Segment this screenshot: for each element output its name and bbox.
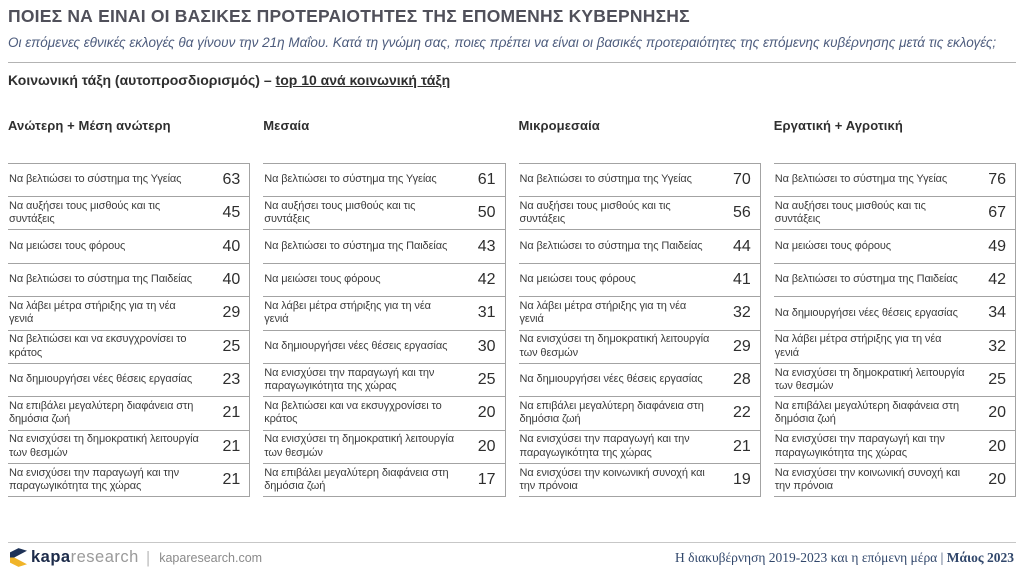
priority-row: [8, 331, 249, 364]
priority-label: Να βελτιώσει και να εκσυγχρονίσει το κράτος: [9, 333, 187, 359]
priority-row: [519, 197, 760, 230]
priority-value: 20: [988, 437, 1006, 455]
priority-row: [8, 364, 249, 397]
priority-value: 21: [222, 404, 241, 422]
priority-table: [519, 163, 761, 498]
priority-label: Να βελτιώσει το σύστημα της Υγείας: [9, 173, 182, 186]
class-column-header: Μικρομεσαία: [518, 117, 600, 133]
priority-label: Να δημιουργήσει νέες θέσεις εργασίας: [774, 306, 958, 319]
priority-label: Να μειώσει τους φόρους: [9, 239, 126, 252]
header-divider: [8, 62, 1016, 63]
class-column-header: Μεσαία: [263, 117, 310, 133]
priority-label: Να επιβάλει μεγαλύτερη διαφάνεια στη δημόσια ζωή: [774, 400, 960, 426]
priority-value: 29: [732, 337, 751, 355]
priority-value: 43: [477, 237, 496, 255]
priority-label: Να βελτιώσει το σύστημα της Παιδείας: [264, 239, 448, 252]
survey-question-text: Οι επόμενες εθνικές εκλογές θα γίνουν την 21η Μαΐου. Κατά τη γνώμη σας, ποιες πρέπει να είναι οι βασικές προτεραιότητες της επόμενης κυβέρνησης μετά τις εκλογές;: [8, 35, 997, 50]
priority-row: [519, 264, 760, 297]
priority-label: Να ενισχύσει την παραγωγή και την παραγωγικότητα της χώρας: [264, 366, 435, 393]
priority-label: Να ενισχύσει τη δημοκρατική λειτουργία των θεσμών: [264, 433, 454, 459]
class-column: [774, 118, 1016, 498]
priority-value: 49: [988, 237, 1006, 255]
priority-row: [774, 230, 1015, 263]
priority-label: Να μειώσει τους φόρους: [264, 273, 381, 286]
priority-row: [519, 164, 760, 197]
priority-row: [263, 431, 504, 464]
priority-label: Να ενισχύσει τη δημοκρατική λειτουργία των θεσμών: [519, 333, 710, 359]
kapa-research-logo: [10, 548, 262, 568]
priority-row: [774, 397, 1015, 430]
priority-value: 32: [988, 337, 1006, 355]
priority-label: Να μειώσει τους φόρους: [774, 239, 891, 252]
priority-label: Να δημιουργήσει νέες θέσεις εργασίας: [519, 373, 703, 386]
priority-value: 70: [732, 170, 751, 188]
priority-row: [519, 397, 760, 430]
priority-value: 21: [222, 437, 241, 455]
priority-label: Να βελτιώσει το σύστημα της Υγείας: [264, 173, 437, 186]
class-column: [8, 118, 250, 498]
priority-table: [774, 163, 1016, 498]
priority-label: Να λάβει μέτρα στήριξης για τη νέα γενιά: [264, 299, 431, 326]
priority-row: [263, 364, 504, 397]
priority-label: Να ενισχύσει την κοινωνική συνοχή και την πρόνοια: [519, 466, 705, 493]
priority-value: 44: [732, 237, 751, 255]
priority-label: Να ενισχύσει την παραγωγή και την παραγωγικότητα της χώρας: [519, 433, 690, 459]
priority-value: 45: [222, 204, 241, 222]
priority-row: [8, 264, 249, 297]
priority-row: [263, 297, 504, 330]
priority-value: 29: [222, 304, 241, 322]
priority-value: 30: [477, 337, 496, 355]
priority-value: 34: [988, 304, 1006, 322]
priority-row: [519, 230, 760, 263]
priority-value: 23: [222, 371, 241, 389]
priority-row: [774, 197, 1015, 230]
priority-label: Να δημιουργήσει νέες θέσεις εργασίας: [9, 373, 193, 386]
priority-row: [519, 297, 760, 330]
report-date: Μάιος 2023: [946, 549, 1014, 565]
class-column: [519, 118, 761, 498]
priority-value: 19: [732, 471, 751, 489]
section-title: [8, 72, 1016, 88]
priority-row: [774, 464, 1015, 497]
priority-row: [774, 431, 1015, 464]
priority-value: 21: [222, 471, 241, 489]
kapa-logo-icon: [10, 548, 27, 567]
priority-row: [519, 331, 760, 364]
priority-label: Να βελτιώσει το σύστημα της Παιδείας: [9, 273, 192, 286]
priority-row: [774, 264, 1015, 297]
report-separator: |: [937, 549, 947, 565]
priority-row: [774, 297, 1015, 330]
priority-value: 41: [732, 270, 751, 288]
brand-separator: |: [145, 547, 151, 567]
priority-value: 63: [222, 170, 241, 188]
priority-label: Να ενισχύσει τη δημοκρατική λειτουργία των θεσμών: [774, 366, 965, 393]
priority-label: Να αυξήσει τους μισθούς και τις συντάξεις: [9, 199, 161, 226]
priority-label: Να μειώσει τους φόρους: [519, 273, 636, 286]
priority-row: [519, 464, 760, 497]
priority-row: [774, 364, 1015, 397]
class-column-header: Εργατική + Αγροτική: [773, 117, 903, 133]
priority-row: [263, 230, 504, 263]
priority-row: [8, 431, 249, 464]
priority-label: Να βελτιώσει και να εκσυγχρονίσει το κράτος: [264, 400, 442, 426]
priority-label: Να λάβει μέτρα στήριξης για τη νέα γενιά: [9, 299, 176, 326]
brand-website[interactable]: kaparesearch.com: [159, 550, 263, 565]
priority-value: 40: [222, 270, 241, 288]
priority-value: 21: [732, 437, 751, 455]
priority-row: [774, 164, 1015, 197]
priority-label: Να ενισχύσει την παραγωγή και την παραγωγικότητα της χώρας: [774, 433, 945, 459]
priority-value: 50: [477, 204, 496, 222]
priority-row: [8, 464, 249, 497]
page-title: ΠΟΙΕΣ ΝΑ ΕΙΝΑΙ ΟΙ ΒΑΣΙΚΕΣ ΠΡΟΤΕΡΑΙΟΤΗΤΕΣ ΤΗΣ ΕΠΟΜΕΝΗΣ ΚΥΒΕΡΝΗΣΗΣ: [8, 6, 690, 26]
report-source-line: [675, 550, 1014, 566]
section-title-underlined: top 10 ανά κοινωνική τάξη: [275, 71, 451, 88]
priority-value: 42: [477, 270, 496, 288]
priority-value: 20: [477, 437, 496, 455]
brand-name-light: research: [70, 548, 139, 566]
priority-row: [774, 331, 1015, 364]
priority-label: Να λάβει μέτρα στήριξης για τη νέα γενιά: [519, 299, 687, 326]
priority-value: 67: [988, 204, 1006, 222]
priority-label: Να αυξήσει τους μισθούς και τις συντάξεις: [264, 199, 416, 226]
priority-value: 56: [732, 204, 751, 222]
priority-value: 20: [477, 404, 496, 422]
brand-name-bold: kapa: [31, 548, 71, 566]
priority-label: Να επιβάλει μεγαλύτερη διαφάνεια στη δημόσια ζωή: [519, 400, 704, 426]
class-column: [263, 118, 505, 498]
priority-value: 31: [477, 304, 496, 322]
report-title: Η διακυβέρνηση 2019-2023 και η επόμενη μέρα: [674, 549, 938, 565]
priority-label: Να ενισχύσει την κοινωνική συνοχή και την πρόνοια: [774, 466, 960, 493]
priority-value: 40: [222, 237, 241, 255]
priority-label: Να βελτιώσει το σύστημα της Παιδείας: [774, 273, 958, 286]
priority-label: Να επιβάλει μεγαλύτερη διαφάνεια στη δημόσια ζωή: [9, 400, 194, 426]
priority-row: [263, 464, 504, 497]
priority-row: [519, 431, 760, 464]
class-column-header: Ανώτερη + Μέση ανώτερη: [8, 117, 171, 133]
section-title-prefix: Κοινωνική τάξη (αυτοπροσδιορισμός) –: [8, 71, 276, 88]
priority-label: Να βελτιώσει το σύστημα της Παιδείας: [519, 239, 703, 252]
priority-value: 32: [732, 304, 751, 322]
priority-row: [263, 331, 504, 364]
priority-value: 22: [732, 404, 751, 422]
priority-row: [8, 230, 249, 263]
priority-label: Να βελτιώσει το σύστημα της Υγείας: [774, 173, 948, 186]
priority-row: [263, 164, 504, 197]
priority-label: Να επιβάλει μεγαλύτερη διαφάνεια στη δημόσια ζωή: [264, 466, 449, 493]
priority-row: [263, 197, 504, 230]
priority-label: Να αυξήσει τους μισθούς και τις συντάξεις: [774, 199, 926, 226]
priority-table: [8, 163, 250, 498]
priority-row: [8, 297, 249, 330]
priority-value: 28: [732, 371, 751, 389]
priority-label: Να αυξήσει τους μισθούς και τις συντάξεις: [519, 199, 671, 226]
priority-value: 25: [477, 371, 496, 389]
priority-row: [8, 164, 249, 197]
priority-label: Να δημιουργήσει νέες θέσεις εργασίας: [264, 340, 448, 352]
priority-value: 25: [222, 337, 241, 355]
priority-value: 25: [988, 371, 1006, 389]
priority-label: Να βελτιώσει το σύστημα της Υγείας: [519, 173, 692, 186]
priority-label: Να ενισχύσει την παραγωγή και την παραγωγικότητα της χώρας: [9, 466, 180, 493]
priority-value: 76: [988, 170, 1006, 188]
priority-label: Να λάβει μέτρα στήριξης για τη νέα γενιά: [774, 333, 942, 359]
footer: [8, 542, 1016, 574]
priority-value: 17: [477, 471, 496, 489]
priority-row: [519, 364, 760, 397]
class-columns-grid: [8, 118, 1016, 498]
priority-value: 20: [988, 404, 1006, 422]
priority-label: Να ενισχύσει τη δημοκρατική λειτουργία των θεσμών: [9, 433, 199, 459]
priority-value: 61: [477, 170, 496, 188]
priority-row: [8, 397, 249, 430]
priority-row: [263, 264, 504, 297]
priority-value: 20: [988, 471, 1006, 489]
priority-table: [263, 163, 505, 498]
priority-row: [8, 197, 249, 230]
priority-value: 42: [988, 270, 1006, 288]
priority-row: [263, 397, 504, 430]
